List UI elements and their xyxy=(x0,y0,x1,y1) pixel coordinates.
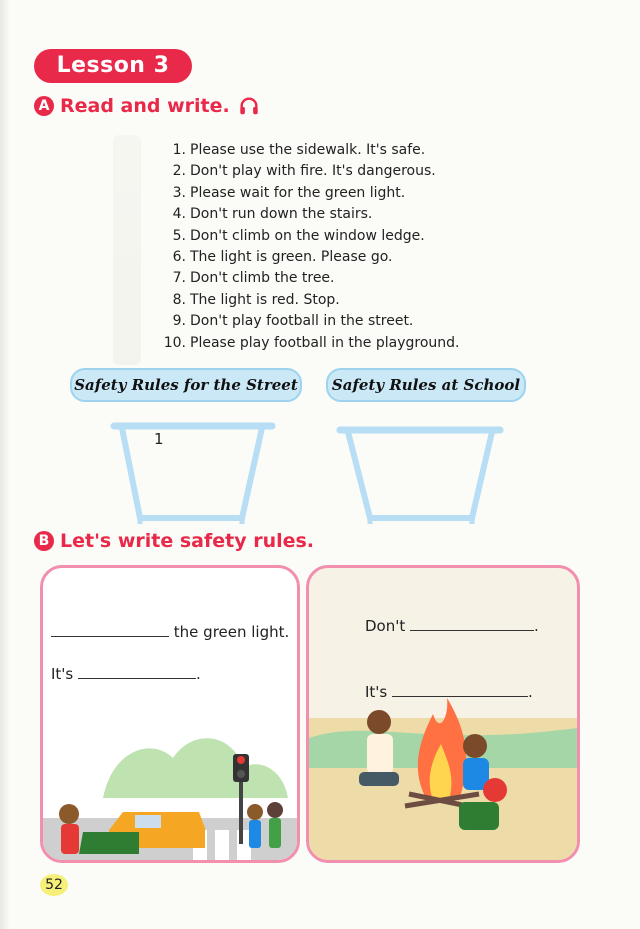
left-line-2-prefix: It's xyxy=(51,665,74,683)
section-b-letter: B xyxy=(34,531,54,551)
list-item: 5. Don't climb on the window ledge. xyxy=(172,227,425,244)
section-a-heading xyxy=(34,95,260,117)
right-line-2 xyxy=(365,682,533,701)
list-item: 2. Don't play with fire. It's dangerous. xyxy=(172,163,436,180)
bin-school-label: Safety Rules at School xyxy=(326,368,526,402)
list-item: 7. Don't climb the tree. xyxy=(172,270,335,287)
section-b-heading xyxy=(34,530,314,552)
list-item: 8. The light is red. Stop. xyxy=(172,291,340,308)
section-a-title: Read and write. xyxy=(60,95,230,117)
list-item: 6. The light is green. Please go. xyxy=(172,249,393,266)
bin-school xyxy=(326,368,546,528)
right-line-1-suffix: . xyxy=(534,617,539,635)
left-line-1 xyxy=(51,622,289,641)
left-blank-2[interactable] xyxy=(78,664,196,679)
sentence-list xyxy=(160,140,459,354)
right-line-1-prefix: Don't xyxy=(365,617,406,635)
page-edge-shadow xyxy=(0,0,10,929)
list-item: 3. Please wait for the green light. xyxy=(172,184,406,201)
crosswalk-illustration xyxy=(43,568,297,860)
left-picture-box xyxy=(40,565,300,863)
list-item: 10. Please play football in the playground. xyxy=(163,334,460,351)
left-line-2 xyxy=(51,664,201,683)
section-b-title: Let's write safety rules. xyxy=(60,530,315,552)
right-line-2-prefix: It's xyxy=(365,683,388,701)
bin-street-entry[interactable]: 1 xyxy=(154,430,164,448)
right-line-2-suffix: . xyxy=(528,683,533,701)
section-a-letter: A xyxy=(34,96,54,116)
right-line-1 xyxy=(365,616,539,635)
fire-illustration xyxy=(309,568,577,860)
left-line-2-suffix: . xyxy=(196,665,201,683)
bin-street xyxy=(66,368,306,528)
left-blank-1[interactable] xyxy=(51,622,169,637)
page-number: 52 xyxy=(40,874,68,896)
list-item: 9. Don't play football in the street. xyxy=(172,313,414,330)
right-blank-2[interactable] xyxy=(392,682,528,697)
list-item: 4. Don't run down the stairs. xyxy=(172,206,373,223)
right-blank-1[interactable] xyxy=(410,616,534,631)
headphones-icon[interactable] xyxy=(238,95,260,117)
faint-background-column xyxy=(113,135,141,365)
right-picture-box xyxy=(306,565,580,863)
list-item: 1. Please use the sidewalk. It's safe. xyxy=(172,142,426,158)
lesson-title: Lesson 3 xyxy=(34,49,192,83)
left-line-1-suffix: the green light. xyxy=(173,623,290,641)
bin-street-label: Safety Rules for the Street xyxy=(70,368,302,402)
